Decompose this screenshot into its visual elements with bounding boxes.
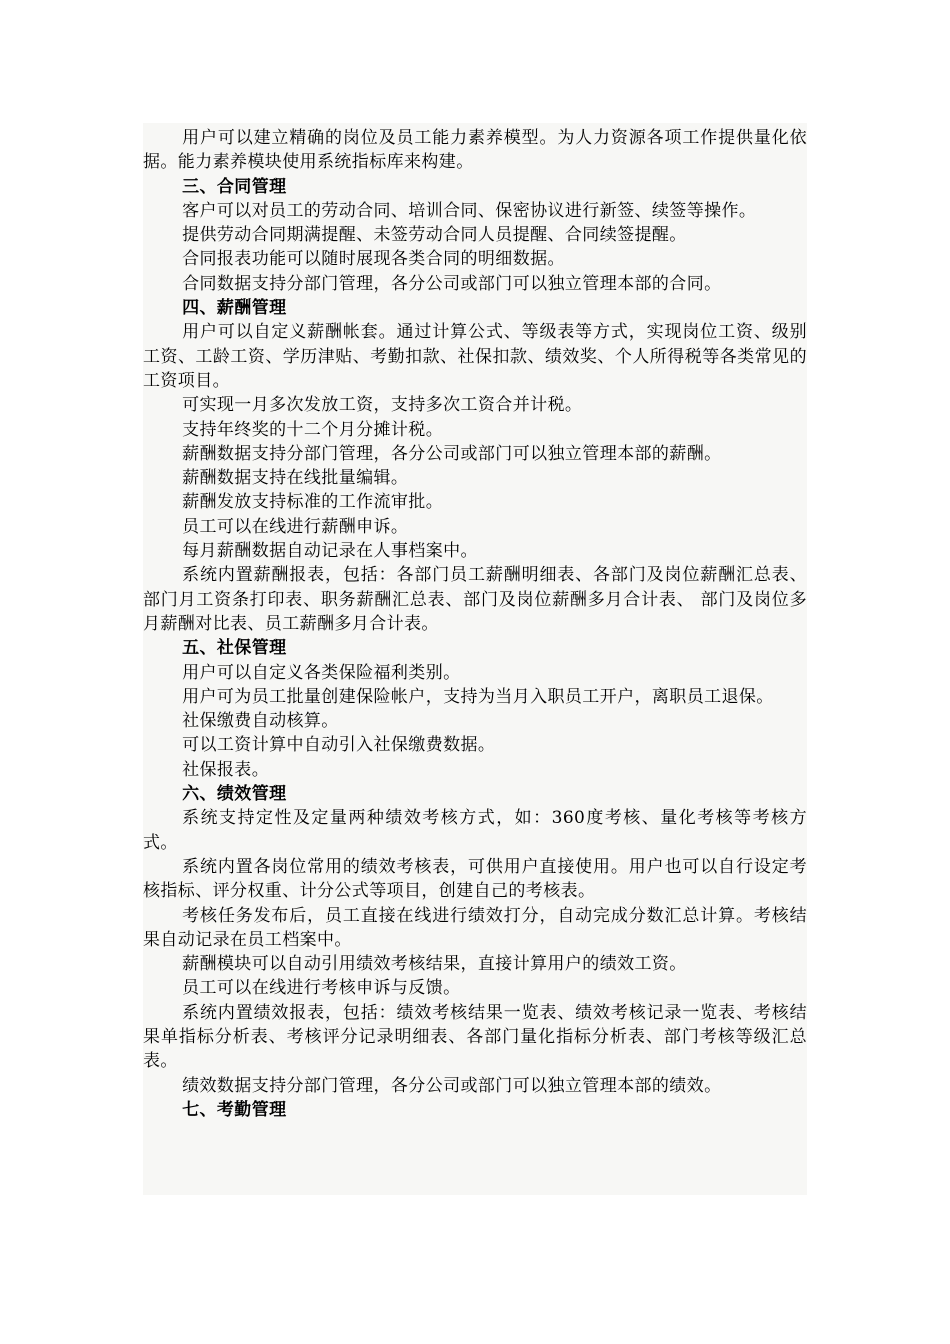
paragraph: 提供劳动合同期满提醒、未签劳动合同人员提醒、合同续签提醒。: [182, 225, 687, 246]
paragraph: 员工可以在线进行薪酬申诉。: [182, 516, 409, 537]
section-heading: 五、社保管理: [182, 638, 287, 659]
paragraph: 薪酬数据支持在线批量编辑。: [182, 468, 409, 489]
paragraph: 薪酬发放支持标准的工作流审批。: [182, 492, 444, 513]
paragraph: 可以工资计算中自动引入社保缴费数据。: [182, 735, 496, 756]
paragraph: 社保缴费自动核算。: [182, 711, 339, 732]
section-heading: 六、绩效管理: [182, 784, 287, 805]
paragraph: 考核任务发布后，员工直接在线进行绩效打分，自动完成分数汇总计算。考核结果自动记录在员工档案中。: [143, 905, 807, 950]
paragraph: 可实现一月多次发放工资，支持多次工资合并计税。: [182, 395, 583, 416]
paragraph: 用户可为员工批量创建保险帐户，支持为当月入职员工开户，离职员工退保。: [182, 686, 774, 707]
section-heading: 三、合同管理: [182, 176, 287, 197]
paragraph: 员工可以在线进行考核申诉与反馈。: [182, 978, 461, 999]
section-heading: 七、考勤管理: [182, 1099, 287, 1120]
paragraph: 系统内置各岗位常用的绩效考核表，可供用户直接使用。用户也可以自行设定考核指标、评分权重、计分公式等项目，创建自己的考核表。: [143, 856, 807, 902]
paragraph: 支持年终奖的十二个月分摊计税。: [182, 419, 444, 440]
paragraph: 用户可以自定义薪酬帐套。通过计算公式、等级表等方式，实现岗位工资、级别工资、工龄工资、学历津贴、考勤扣款、社保扣款、绩效奖、个人所得税等各类常见的工资项目。: [143, 322, 807, 391]
document-body: [143, 126, 807, 1122]
paragraph: 系统内置薪酬报表，包括：各部门员工薪酬明细表、各部门及岗位薪酬汇总表、部门月工资条打印表、职务薪酬汇总表、部门及岗位薪酬多月合计表、 部门及岗位多月薪酬对比表、员工薪酬多月合计表。: [143, 565, 807, 634]
paragraph: 客户可以对员工的劳动合同、培训合同、保密协议进行新签、续签等操作。: [182, 200, 757, 221]
paragraph: 薪酬数据支持分部门管理，各分公司或部门可以独立管理本部的薪酬。: [182, 443, 722, 464]
paragraph: 系统支持定性及定量两种绩效考核方式，如：360度考核、量化考核等考核方式。: [143, 808, 807, 853]
paragraph: 薪酬模块可以自动引用绩效考核结果，直接计算用户的绩效工资。: [182, 954, 687, 975]
paragraph: 合同数据支持分部门管理，各分公司或部门可以独立管理本部的合同。: [182, 273, 722, 294]
paragraph: 系统内置绩效报表，包括：绩效考核结果一览表、绩效考核记录一览表、考核结果单指标分析表、考核评分记录明细表、各部门量化指标分析表、部门考核等级汇总表。: [143, 1002, 807, 1072]
paragraph: 用户可以建立精确的岗位及员工能力素养模型。为人力资源各项工作提供量化依据。能力素养模块使用系统指标库来构建。: [143, 128, 807, 173]
paragraph: 用户可以自定义各类保险福利类别。: [182, 662, 461, 683]
paragraph: 绩效数据支持分部门管理，各分公司或部门可以独立管理本部的绩效。: [182, 1075, 722, 1096]
paragraph: 每月薪酬数据自动记录在人事档案中。: [182, 541, 478, 562]
paragraph: 社保报表。: [182, 759, 270, 780]
section-heading: 四、薪酬管理: [182, 298, 287, 319]
paragraph: 合同报表功能可以随时展现各类合同的明细数据。: [182, 249, 565, 270]
